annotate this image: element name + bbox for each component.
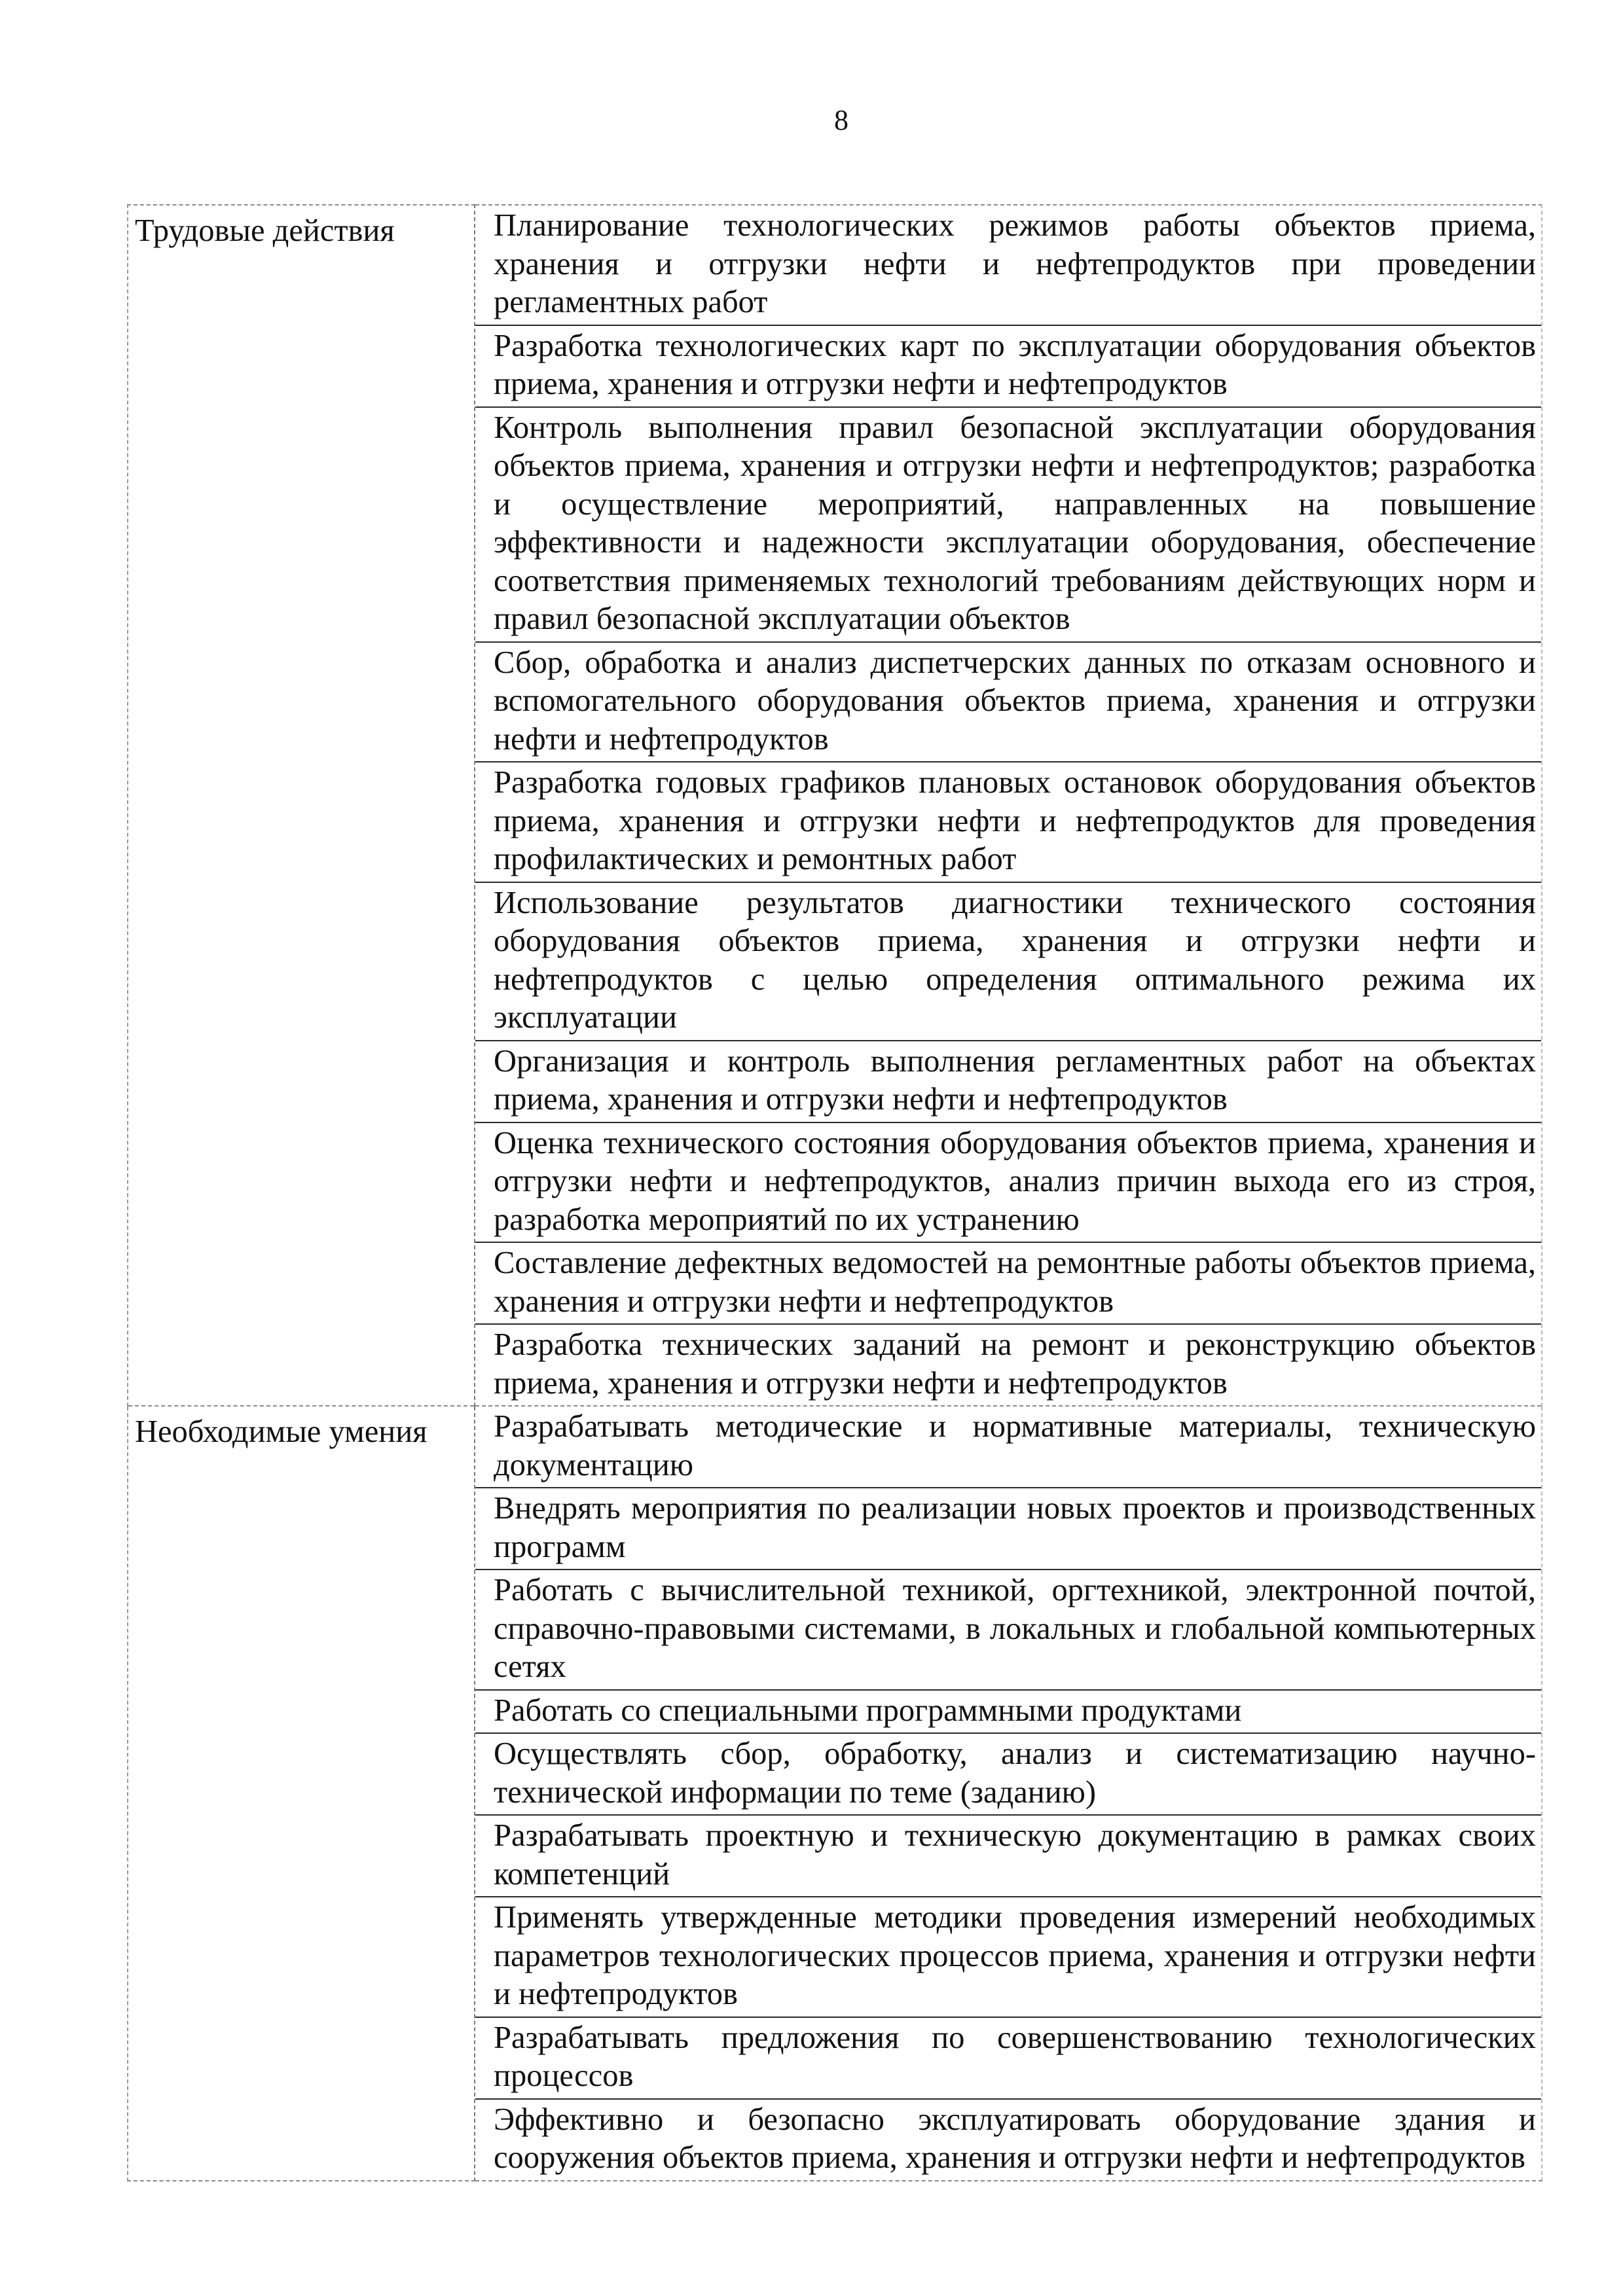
section-items xyxy=(475,1406,1542,2181)
table-row: Разрабатывать предложения по совершенствованию технологических процессов xyxy=(475,2018,1541,2100)
table-row: Работать с вычислительной техникой, оргтехникой, электронной почтой, справочно-правовыми системами, в локальных и глобальной компьютерных сетях xyxy=(475,1570,1541,1691)
table-row: Сбор, обработка и анализ диспетчерских данных по отказам основного и вспомогательного оборудования объектов приема, хранения и отгрузки нефти и нефтепродуктов xyxy=(475,643,1541,763)
table-row: Внедрять мероприятия по реализации новых проектов и производственных программ xyxy=(475,1488,1541,1570)
section-row-required-skills xyxy=(128,1406,1542,2181)
table-row: Оценка технического состояния оборудования объектов приема, хранения и отгрузки нефти и нефтепродуктов, анализ причин выхода его из строя, разработка мероприятий по их устранению xyxy=(475,1123,1541,1244)
table-row: Разработка годовых графиков плановых остановок оборудования объектов приема, хранения и отгрузки нефти и нефтепродуктов для проведения профилактических и ремонтных работ xyxy=(475,762,1541,883)
section-label: Необходимые умения xyxy=(128,1406,475,2181)
table-row: Осуществлять сбор, обработку, анализ и систематизацию научно-технической информации по теме (заданию) xyxy=(475,1734,1541,1816)
table-row: Эффективно и безопасно эксплуатировать оборудование здания и сооружения объектов приема, хранения и отгрузки нефти и нефтепродуктов xyxy=(494,2102,1536,2175)
table-row: Применять утвержденные методики проведения измерений необходимых параметров технологических процессов приема, хранения и отгрузки нефти и нефтепродуктов xyxy=(475,1897,1541,2018)
table-row: Контроль выполнения правил безопасной эксплуатации оборудования объектов приема, хранения и отгрузки нефти и нефтепродуктов; разработка и осуществление мероприятий, направленных на повышение эффективности и надежности эксплуатации оборудования, обеспечение соответствия применяемых технологий требованиям действующих норм и правил безопасной эксплуатации объектов xyxy=(475,408,1541,643)
section-label: Трудовые действия xyxy=(128,205,475,1406)
table-row: Планирование технологических режимов работы объектов приема, хранения и отгрузки нефти и нефтепродуктов при проведении регламентных работ xyxy=(475,206,1541,326)
table-row: Работать со специальными программными продуктами xyxy=(475,1691,1541,1734)
table-row: Разрабатывать проектную и техническую документацию в рамках своих компетенций xyxy=(475,1816,1541,1897)
table-row: Разработка технических заданий на ремонт и реконструкцию объектов приема, хранения и отгрузки нефти и нефтепродуктов xyxy=(494,1327,1536,1401)
table-row: Разрабатывать методические и нормативные материалы, техническую документацию xyxy=(475,1407,1541,1488)
table-row: Использование результатов диагностики технического состояния оборудования объектов приема, хранения и отгрузки нефти и нефтепродуктов с целью определения оптимального режима их эксплуатации xyxy=(475,883,1541,1041)
page-number: 8 xyxy=(834,104,848,136)
section-items xyxy=(475,205,1542,1406)
table-row: Разработка технологических карт по эксплуатации оборудования объектов приема, хранения и отгрузки нефти и нефтепродуктов xyxy=(475,326,1541,408)
competency-table xyxy=(127,204,1542,2181)
table-row: Составление дефектных ведомостей на ремонтные работы объектов приема, хранения и отгрузки нефти и нефтепродуктов xyxy=(475,1243,1541,1325)
table-row: Организация и контроль выполнения регламентных работ на объектах приема, хранения и отгрузки нефти и нефтепродуктов xyxy=(475,1041,1541,1123)
section-row-labor-actions xyxy=(128,205,1542,1406)
